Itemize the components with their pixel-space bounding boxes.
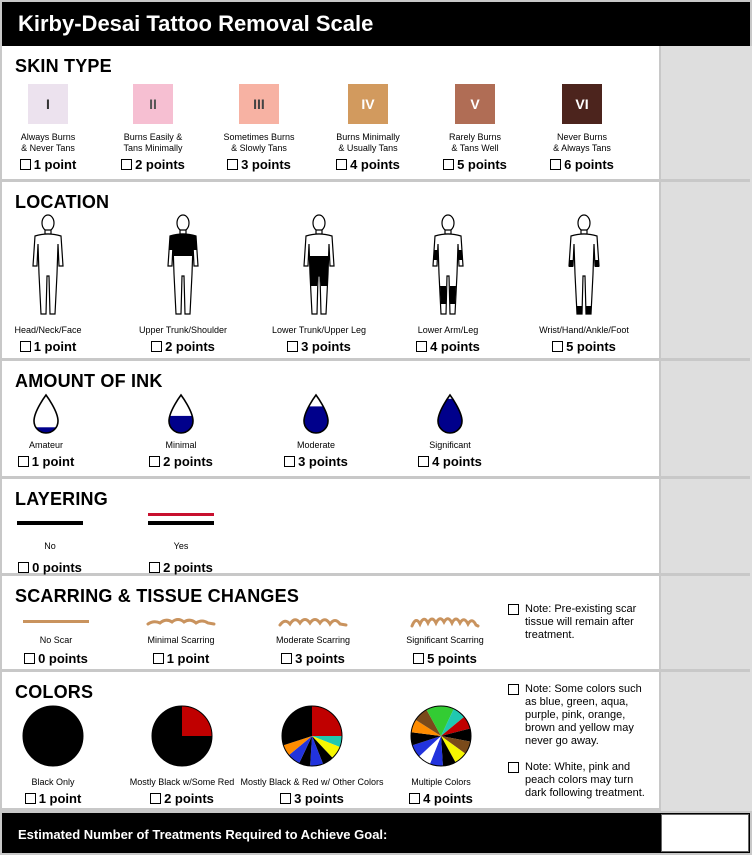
body-figure-lower-limbs-icon: [424, 214, 472, 318]
skin-swatch: V: [455, 84, 495, 124]
skin-type-checkbox-6[interactable]: 6 points: [537, 157, 627, 172]
checkbox-icon[interactable]: [227, 159, 238, 170]
checkbox-icon[interactable]: [418, 456, 429, 467]
colors-checkbox-multiple[interactable]: 4 points: [396, 791, 486, 806]
checkbox-icon[interactable]: [287, 341, 298, 352]
note-checkbox-icon[interactable]: [508, 762, 519, 773]
skin-type-checkbox-2[interactable]: 2 points: [108, 157, 198, 172]
ink-option-4: Significant 4 points: [410, 393, 490, 469]
colors-option-black-red: Mostly Black w/Some Red 2 points: [120, 704, 244, 806]
ink-drop-icon: [165, 393, 197, 435]
layering-checkbox-yes[interactable]: 2 points: [141, 560, 221, 575]
section-scarring: [2, 576, 659, 672]
ink-score: [661, 361, 750, 479]
checkbox-icon[interactable]: [24, 653, 35, 664]
ink-option-1: Amateur 1 point: [13, 393, 79, 469]
location-option-3: Lower Trunk/Upper Leg 3 points: [263, 214, 375, 354]
checkbox-icon[interactable]: [151, 341, 162, 352]
ink-checkbox-3[interactable]: 3 points: [278, 454, 354, 469]
skin-type-option-6: VI Never Burns & Always Tans 6 points: [537, 84, 627, 172]
multiple-colors-pie-icon: [409, 704, 473, 768]
black-red-other-pie-icon: [280, 704, 344, 768]
checkbox-icon[interactable]: [18, 456, 29, 467]
colors-note-1: Note: Some colors such as blue, green, aqua, purple, pink, orange, brown and yellow may never go away.: [508, 683, 656, 748]
layering-option-no: No 0 points: [10, 516, 90, 575]
skin-type-option-4: IV Burns Minimally & Usually Tans 4 points: [323, 84, 413, 172]
skin-type-checkbox-5[interactable]: 5 points: [430, 157, 520, 172]
checkbox-icon[interactable]: [550, 159, 561, 170]
skin-type-score: [661, 46, 750, 182]
minimal-scar-icon: [146, 614, 216, 628]
header-bar: [0, 0, 752, 46]
treatments-input[interactable]: [661, 814, 749, 852]
checkbox-icon[interactable]: [121, 159, 132, 170]
ink-drop-icon: [434, 393, 466, 435]
location-checkbox-2[interactable]: 2 points: [128, 339, 238, 354]
location-option-4: Lower Arm/Leg 4 points: [398, 214, 498, 354]
scarring-option-minimal: Minimal Scarring 1 point: [134, 614, 228, 666]
checkbox-icon[interactable]: [443, 159, 454, 170]
skin-swatch: I: [28, 84, 68, 124]
colors-checkbox-black-red[interactable]: 2 points: [120, 791, 244, 806]
skin-type-option-1: I Always Burns & Never Tans 1 point: [3, 84, 93, 172]
checkbox-icon[interactable]: [336, 159, 347, 170]
black-red-pie-icon: [150, 704, 214, 768]
checkbox-icon[interactable]: [284, 456, 295, 467]
scarring-checkbox-none[interactable]: 0 points: [16, 651, 96, 666]
location-score: [661, 182, 750, 361]
colors-checkbox-black[interactable]: 1 point: [9, 791, 97, 806]
skin-type-checkbox-1[interactable]: 1 point: [3, 157, 93, 172]
location-checkbox-5[interactable]: 5 points: [524, 339, 644, 354]
multi-layer-icon: [146, 510, 216, 530]
body-figure-icon: [24, 214, 72, 318]
skin-type-option-5: V Rarely Burns & Tans Well 5 points: [430, 84, 520, 172]
body-figure-lower-trunk-icon: [295, 214, 343, 318]
location-checkbox-4[interactable]: 4 points: [398, 339, 498, 354]
location-checkbox-3[interactable]: 3 points: [263, 339, 375, 354]
colors-checkbox-black-red-other[interactable]: 3 points: [237, 791, 387, 806]
checkbox-icon[interactable]: [153, 653, 164, 664]
checkbox-icon[interactable]: [150, 793, 161, 804]
skin-swatch: III: [239, 84, 279, 124]
colors-option-multiple: Multiple Colors 4 points: [396, 704, 486, 806]
skin-swatch: IV: [348, 84, 388, 124]
colors-score: [661, 672, 750, 811]
significant-scar-icon: [410, 614, 480, 628]
skin-type-checkbox-4[interactable]: 4 points: [323, 157, 413, 172]
checkbox-icon[interactable]: [280, 793, 291, 804]
body-figure-upper-trunk-icon: [159, 214, 207, 318]
note-checkbox-icon[interactable]: [508, 684, 519, 695]
scarring-score: [661, 576, 750, 672]
section-title: SCARRING & TISSUE CHANGES: [15, 586, 300, 606]
ink-drop-icon: [30, 393, 62, 435]
skin-type-option-3: III Sometimes Burns & Slowly Tans 3 points: [214, 84, 304, 172]
section-title: LAYERING: [15, 489, 108, 509]
body-figure-extremities-icon: [560, 214, 608, 318]
skin-type-checkbox-3[interactable]: 3 points: [214, 157, 304, 172]
checkbox-icon[interactable]: [413, 653, 424, 664]
section-title: LOCATION: [15, 192, 110, 212]
checkbox-icon[interactable]: [20, 341, 31, 352]
ink-checkbox-4[interactable]: 4 points: [410, 454, 490, 469]
note-checkbox-icon[interactable]: [508, 604, 519, 615]
checkbox-icon[interactable]: [25, 793, 36, 804]
section-title: SKIN TYPE: [15, 56, 112, 76]
section-colors: [2, 672, 659, 811]
page-title: Kirby-Desai Tattoo Removal Scale: [18, 11, 374, 36]
ink-drop-icon: [300, 393, 332, 435]
layering-checkbox-no[interactable]: 0 points: [10, 560, 90, 575]
section-layering: [2, 479, 659, 576]
ink-checkbox-1[interactable]: 1 point: [13, 454, 79, 469]
scar-note: Note: Pre-existing scar tissue will remain after treatment.: [508, 603, 654, 642]
footer-bar: [0, 811, 752, 855]
ink-fill: [30, 427, 62, 433]
scarring-checkbox-significant[interactable]: 5 points: [394, 651, 496, 666]
scarring-option-moderate: Moderate Scarring 3 points: [263, 614, 363, 666]
section-skin-type: [2, 46, 659, 182]
ink-checkbox-2[interactable]: 2 points: [143, 454, 219, 469]
location-option-5: Wrist/Hand/Ankle/Foot 5 points: [524, 214, 644, 354]
no-scar-icon: [21, 614, 91, 628]
skin-swatch: VI: [562, 84, 602, 124]
location-option-1: Head/Neck/Face 1 point: [0, 214, 98, 354]
scarring-checkbox-minimal[interactable]: 1 point: [134, 651, 228, 666]
checkbox-icon[interactable]: [149, 562, 160, 573]
checkbox-icon[interactable]: [18, 562, 29, 573]
single-layer-icon: [15, 516, 85, 530]
colors-option-black-red-other: Mostly Black & Red w/ Other Colors 3 points: [237, 704, 387, 806]
location-option-2: Upper Trunk/Shoulder 2 points: [128, 214, 238, 354]
skin-swatch: II: [133, 84, 173, 124]
checkbox-icon[interactable]: [409, 793, 420, 804]
ink-option-3: Moderate 3 points: [278, 393, 354, 469]
skin-type-option-2: II Burns Easily & Tans Minimally 2 points: [108, 84, 198, 172]
section-location: [2, 182, 659, 361]
checkbox-icon[interactable]: [20, 159, 31, 170]
checkbox-icon[interactable]: [552, 341, 563, 352]
layering-score: [661, 479, 750, 576]
checkbox-icon[interactable]: [416, 341, 427, 352]
layering-option-yes: Yes 2 points: [141, 510, 221, 575]
section-title: COLORS: [15, 682, 94, 702]
colors-option-black: Black Only 1 point: [9, 704, 97, 806]
treatments-label: Estimated Number of Treatments Required to Achieve Goal:: [18, 827, 388, 842]
ink-option-2: Minimal 2 points: [143, 393, 219, 469]
checkbox-icon[interactable]: [149, 456, 160, 467]
colors-note-2: Note: White, pink and peach colors may turn dark following treatment.: [508, 761, 656, 800]
scarring-checkbox-moderate[interactable]: 3 points: [263, 651, 363, 666]
scarring-option-significant: Significant Scarring 5 points: [394, 614, 496, 666]
checkbox-icon[interactable]: [281, 653, 292, 664]
section-title: AMOUNT OF INK: [15, 371, 163, 391]
ink-drop-outline: [34, 395, 58, 433]
scarring-option-none: No Scar 0 points: [16, 614, 96, 666]
moderate-scar-icon: [278, 614, 348, 628]
black-only-pie-icon: [21, 704, 85, 768]
location-checkbox-1[interactable]: 1 point: [0, 339, 98, 354]
section-amount-of-ink: [2, 361, 659, 479]
